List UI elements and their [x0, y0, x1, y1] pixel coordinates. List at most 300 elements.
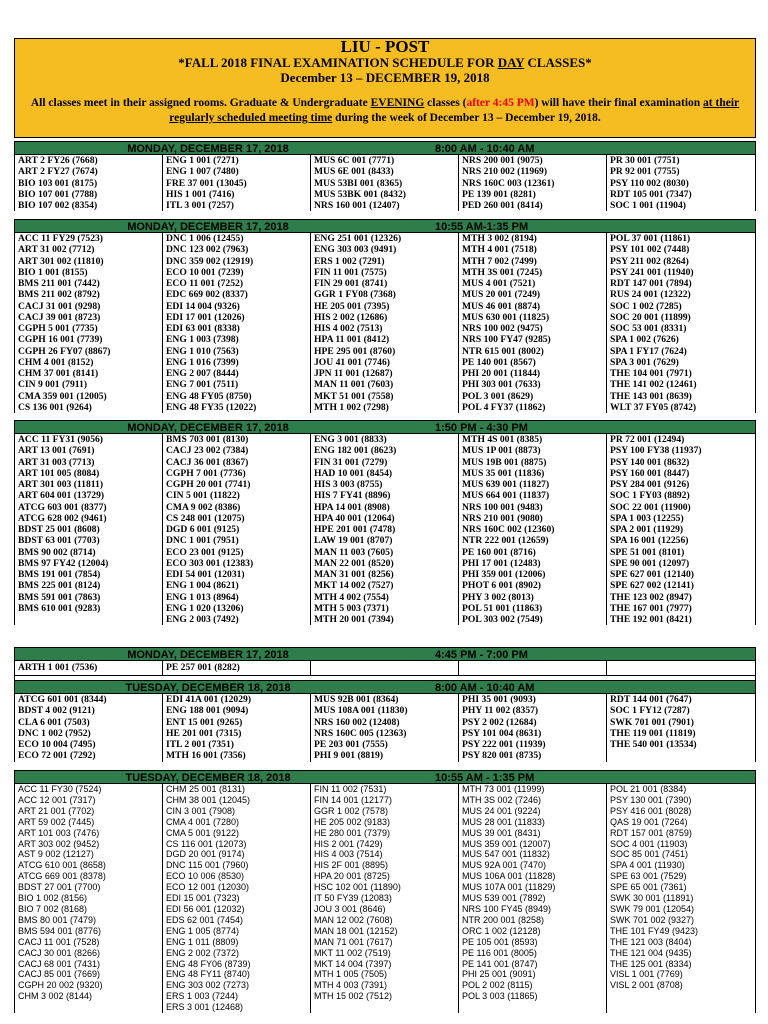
course-entry: MTH 4 001 (7518)	[462, 244, 537, 256]
course-entry: ENG 7 001 (7511)	[166, 379, 239, 391]
course-entry: MUS 92B 001 (8364)	[314, 694, 399, 705]
course-entry: ENG 2 007 (8444)	[166, 368, 239, 379]
course-entry: NRS 100 FY45 (8949)	[462, 903, 552, 914]
course-column	[15, 233, 163, 413]
course-entry: HIS 1 001 (7416)	[166, 188, 235, 200]
course-entry: CGPH 20 001 (7741)	[166, 479, 251, 490]
course-column	[163, 155, 311, 211]
exam-section	[14, 420, 756, 625]
course-entry: DNC 115 001 (7960)	[166, 860, 249, 871]
section-heading	[15, 647, 755, 661]
course-entry: PSY 140 001 (8632)	[610, 456, 690, 468]
course-entry: MUS 639 001 (11827)	[462, 479, 550, 490]
course-entry: HIS 4 002 (7513)	[314, 323, 383, 334]
course-entry: SOC 22 001 (11900)	[610, 501, 691, 513]
course-entry: ENG 48 FY35 (12022)	[166, 401, 257, 413]
course-entry: PSY 284 001 (9126)	[610, 479, 690, 490]
course-entry: ART 31 002 (7712)	[18, 244, 95, 256]
course-entry: MUS 35 001 (11836)	[462, 467, 545, 479]
course-entry: MTH 3S 002 (7246)	[462, 794, 542, 805]
course-entry: HE 280 001 (7379)	[314, 827, 391, 838]
course-entry: MUS 547 001 (11832)	[462, 849, 550, 860]
course-column	[15, 661, 163, 676]
course-entry: MUS 92A 001 (7470)	[462, 860, 547, 871]
course-entry: ACC 11 FY30 (7524)	[18, 784, 102, 794]
course-entry: SPA 2 001 (11929)	[610, 524, 684, 535]
section-heading	[15, 420, 755, 434]
course-entry: EDI 15 001 (7323)	[166, 893, 240, 904]
course-entry: PHI 20 001 (11844)	[462, 368, 541, 379]
course-entry: CIN 3 001 (7908)	[166, 805, 236, 816]
course-entry: POL 4 FY37 (11862)	[462, 401, 546, 413]
course-entry: SWK 30 001 (11891)	[610, 893, 694, 904]
course-entry: DGD 20 001 (9174)	[166, 849, 245, 860]
course-entry: ATCG 628 002 (9461)	[18, 512, 107, 524]
course-entry: ART 13 001 (7691)	[18, 445, 95, 457]
course-entry: SPA 16 001 (12256)	[610, 535, 689, 547]
course-entry: MAN 31 001 (8256)	[314, 569, 394, 580]
course-entry: ENG 1 020 (13206)	[166, 602, 244, 614]
section-day: TUESDAY, DECEMBER 18, 2018	[125, 682, 291, 694]
course-entry: MTH 16 001 (7356)	[166, 750, 246, 762]
course-entry: BMS 591 001 (7863)	[18, 591, 101, 603]
course-entry: PSY 2 002 (12684)	[462, 716, 537, 728]
course-entry: DNC 1 006 (12455)	[166, 233, 244, 244]
course-entry: CACJ 36 001 (8367)	[166, 456, 249, 468]
section-heading	[15, 141, 755, 155]
course-column	[163, 233, 311, 413]
course-entry: HPA 11 001 (8412)	[314, 334, 390, 346]
course-entry: JOU 3 001 (8646)	[314, 903, 386, 914]
course-entry: ECO 10 001 (7239)	[166, 266, 244, 278]
header-box	[14, 38, 756, 138]
course-entry: MAN 18 001 (12152)	[314, 925, 398, 936]
course-entry: MUS 664 001 (11837)	[462, 490, 550, 502]
course-entry: PSY 101 002 (7448)	[610, 244, 690, 256]
course-entry: THE 121 004 (9435)	[610, 947, 692, 958]
course-entry: PHY 11 002 (8357)	[462, 705, 539, 717]
course-entry: MUS 53BI 001 (8365)	[314, 177, 403, 189]
course-entry: CGPH 26 FY07 (8867)	[18, 345, 111, 357]
course-entry: NRS 100 FY47 (9285)	[462, 334, 551, 346]
course-entry: THE 101 FY49 (9423)	[610, 925, 699, 936]
page-title: LIU - POST	[340, 37, 430, 56]
course-entry: JPN 11 001 (12687)	[314, 368, 393, 379]
course-entry: BMS 211 001 (7442)	[18, 278, 100, 289]
course-entry: HIS 7 FY41 (8896)	[314, 490, 391, 502]
section-day: MONDAY, DECEMBER 17, 2018	[127, 221, 289, 233]
course-entry: MTH 1 005 (7505)	[314, 969, 388, 980]
course-entry: AST 9 002 (12127)	[18, 849, 94, 860]
exam-section	[14, 680, 756, 762]
course-entry: HIS 4 003 (7514)	[314, 849, 383, 860]
course-entry: ART 301 003 (11811)	[18, 479, 104, 490]
course-entry: FRE 37 001 (13045)	[166, 177, 247, 189]
course-entry: MUS 108A 001 (11830)	[314, 705, 408, 717]
course-entry: PSY 110 002 (8030)	[610, 177, 689, 189]
course-entry: PE 257 001 (8282)	[166, 662, 240, 673]
course-entry: BIO 107 001 (7788)	[18, 188, 98, 200]
course-entry: MUS 106A 001 (11828)	[462, 871, 556, 882]
course-entry: HPA 20 001 (8725)	[314, 871, 390, 882]
course-entry: PE 160 001 (8716)	[462, 546, 536, 558]
note-part-1: All classes meet in their assigned rooms. Graduate & Undergraduate	[30, 97, 371, 109]
course-entry: HE 205 001 (7395)	[314, 300, 390, 312]
course-entry: HE 201 001 (7315)	[166, 727, 242, 739]
course-entry: BMS 211 002 (8792)	[18, 289, 100, 301]
course-entry: ACC 11 FY29 (7523)	[18, 233, 104, 244]
course-entry: MUS 28 001 (11833)	[462, 816, 545, 827]
course-entry: MAN 11 001 (7603)	[314, 379, 394, 391]
course-entry: ENG 3 001 (8833)	[314, 434, 387, 445]
course-entry: HIS 2 002 (12686)	[314, 311, 388, 323]
date-range: December 13 – DECEMBER 19, 2018	[280, 70, 490, 85]
course-entry: NRS 210 001 (9080)	[462, 512, 543, 524]
course-entry: DGD 6 001 (9125)	[166, 524, 240, 535]
course-entry: ENG 1 011 (8809)	[166, 936, 239, 947]
course-entry: FIN 11 001 (7575)	[314, 266, 387, 278]
exam-section	[14, 770, 756, 1013]
course-entry: HPE 295 001 (8760)	[314, 345, 396, 357]
course-entry: EDI 17 001 (12026)	[166, 311, 245, 323]
course-entry: PHI 35 001 (9093)	[462, 694, 536, 705]
course-entry: ITL 3 001 (7257)	[166, 200, 234, 211]
course-entry: MTH 4 003 (7391)	[314, 980, 388, 991]
course-entry: CACJ 11 001 (7528)	[18, 936, 100, 947]
course-entry: SOC 1 002 (7285)	[610, 300, 682, 312]
course-column	[459, 784, 607, 1013]
course-entry: ECO 10 004 (7495)	[18, 739, 96, 750]
course-entry: SPA 1 002 (7626)	[610, 334, 679, 346]
course-entry: PHI 25 001 (9091)	[462, 969, 536, 980]
course-entry: PE 139 001 (8281)	[462, 188, 536, 200]
course-entry: RDT 157 001 (8759)	[610, 827, 692, 838]
course-entry: RDT 105 001 (7347)	[610, 188, 692, 200]
subtitle-pre: *FALL 2018 FINAL EXAMINATION SCHEDULE FOR	[178, 55, 498, 70]
course-entry: VISL 1 001 (7769)	[610, 969, 683, 980]
course-entry: SPE 90 001 (12097)	[610, 557, 690, 569]
course-grid	[15, 233, 755, 413]
course-entry: QAS 19 001 (7264)	[610, 816, 688, 827]
course-entry: HIS 2 001 (7429)	[314, 838, 383, 849]
course-entry: ECO 72 001 (7292)	[18, 750, 96, 762]
course-entry: MUS 4 001 (7521)	[462, 278, 536, 289]
course-entry: ENG 1 003 (7398)	[166, 334, 239, 346]
course-entry: ART 59 002 (7445)	[18, 816, 95, 827]
course-entry: ECO 11 001 (7252)	[166, 278, 244, 289]
course-entry: GGR 1 002 (7578)	[314, 805, 389, 816]
note-meeting-time: at their regularly scheduled meeting time	[169, 97, 740, 124]
course-entry: CHM 3 002 (8144)	[18, 991, 93, 1002]
note-part-2: classes (	[424, 97, 467, 109]
course-entry: MTH 3S 001 (7245)	[462, 266, 543, 278]
course-entry: CHM 4 001 (8152)	[18, 356, 94, 368]
course-column	[15, 784, 163, 1013]
course-entry: NRS 160 002 (12408)	[314, 716, 400, 728]
course-entry: ART 301 002 (11810)	[18, 255, 104, 267]
course-entry: EDI 14 004 (9326)	[166, 300, 240, 312]
course-entry: MKT 51 001 (7558)	[314, 390, 394, 402]
page-subtitle	[15, 55, 755, 70]
course-entry: CS 116 001 (12073)	[166, 838, 247, 849]
course-entry: MUS 630 001 (11825)	[462, 311, 550, 323]
course-entry: ART 2 FY27 (7674)	[18, 166, 98, 178]
course-entry: ENG 2 002 (7372)	[166, 947, 240, 958]
course-entry: SWK 701 002 (9327)	[610, 914, 695, 925]
course-entry: MUS 24 001 (9224)	[462, 805, 541, 816]
course-column	[15, 694, 163, 762]
course-entry: MAN 12 002 (7608)	[314, 914, 393, 925]
course-entry: EDI 54 001 (12031)	[166, 569, 245, 580]
section-time: 10:55 AM-1:35 PM	[435, 221, 529, 233]
course-entry: ENG 48 FY05 (8750)	[166, 390, 252, 402]
course-entry: CACJ 85 001 (7669)	[18, 969, 101, 980]
course-entry: BMS 703 001 (8130)	[166, 434, 249, 445]
course-column	[607, 784, 755, 1013]
section-time: 8:00 AM - 10:40 AM	[435, 682, 535, 694]
course-entry: GGR 1 FY08 (7368)	[314, 289, 396, 301]
course-entry: ENG 303 003 (9491)	[314, 244, 397, 256]
course-entry: CGPH 5 001 (7735)	[18, 323, 98, 334]
course-entry: ENG 1 005 (8774)	[166, 925, 240, 936]
course-entry: THE 121 003 (8404)	[610, 936, 692, 947]
course-entry: ITL 2 001 (7351)	[166, 739, 234, 750]
course-entry: SPE 63 001 (7529)	[610, 871, 687, 882]
course-entry: SOC 53 001 (8331)	[610, 323, 687, 334]
course-column	[163, 694, 311, 762]
course-entry: ART 604 001 (13729)	[18, 490, 105, 502]
course-entry: MTH 20 001 (7394)	[314, 614, 394, 625]
course-entry: HPA 40 001 (12064)	[314, 512, 395, 524]
course-entry: MTH 73 001 (11999)	[462, 784, 545, 794]
course-entry: ENG 48 FY11 (8740)	[166, 969, 250, 980]
course-entry: CGPH 20 002 (9320)	[18, 980, 103, 991]
course-entry: BMS 225 001 (8124)	[18, 580, 101, 592]
course-entry: PSY 100 FY38 (11937)	[610, 445, 702, 457]
course-entry: PE 141 001 (8747)	[462, 958, 538, 969]
course-entry: DNC 359 002 (12919)	[166, 255, 254, 267]
evening-note	[15, 96, 755, 126]
course-entry: SOC 1 001 (11904)	[610, 200, 686, 211]
course-entry: CHM 38 001 (12045)	[166, 794, 251, 805]
course-column	[459, 661, 607, 676]
course-entry: ENG 1 016 (7399)	[166, 356, 239, 368]
course-entry: PSY 101 004 (8631)	[462, 727, 542, 739]
course-entry: EDC 669 002 (8337)	[166, 289, 248, 301]
course-entry: SPA 1 FY17 (7624)	[610, 345, 687, 357]
course-entry: JOU 41 001 (7746)	[314, 356, 390, 368]
course-entry: BMS 80 001 (7479)	[18, 914, 97, 925]
course-entry: PHI 17 001 (12483)	[462, 557, 541, 569]
course-entry: CMA 359 001 (12005)	[18, 390, 107, 402]
course-entry: MKT 14 002 (7527)	[314, 580, 394, 592]
note-evening: EVENING	[370, 97, 425, 109]
course-column	[311, 784, 459, 1013]
course-entry: IT 50 FY39 (12083)	[314, 893, 392, 904]
course-entry: NTR 222 001 (12659)	[462, 535, 549, 547]
course-entry: HPA 14 001 (8908)	[314, 501, 390, 513]
course-entry: MKT 14 004 (7397)	[314, 958, 392, 969]
section-time: 10:55 AM - 1:35 PM	[435, 772, 535, 784]
course-entry: THE 123 002 (8947)	[610, 591, 692, 603]
schedule-page	[14, 0, 756, 1024]
course-entry: PE 203 001 (7555)	[314, 739, 388, 750]
course-entry: CACJ 30 001 (8266)	[18, 947, 101, 958]
exam-section	[14, 647, 756, 682]
course-entry: ATCG 603 001 (8377)	[18, 501, 107, 513]
course-entry: SPE 627 002 (12141)	[610, 580, 694, 592]
course-entry: SWK 701 001 (7901)	[610, 716, 694, 728]
course-grid	[15, 434, 755, 625]
course-entry: THE 143 001 (8639)	[610, 390, 692, 402]
course-entry: PSY 820 001 (8735)	[462, 750, 542, 762]
exam-section	[14, 141, 756, 211]
course-entry: PR 72 001 (12494)	[610, 434, 685, 445]
course-entry: FIN 29 001 (8741)	[314, 278, 388, 289]
course-entry: MTH 4S 001 (8385)	[462, 434, 543, 445]
course-entry: POL 3 003 (11865)	[462, 991, 538, 1002]
course-entry: MTH 1 002 (7298)	[314, 401, 389, 413]
course-column	[607, 661, 755, 676]
course-entry: MUS 6E 001 (8433)	[314, 166, 394, 178]
section-time: 1:50 PM - 4:30 PM	[435, 422, 528, 434]
course-entry: ENG 1 004 (8621)	[166, 580, 239, 592]
course-entry: PSY 241 001 (11940)	[610, 266, 694, 278]
course-entry: ORC 1 002 (12128)	[462, 925, 541, 936]
course-entry: NRS 210 002 (11969)	[462, 166, 548, 178]
course-entry: POL 3 001 (8629)	[462, 390, 534, 402]
course-entry: PSY 160 001 (8447)	[610, 467, 690, 479]
course-entry: BIO 107 002 (8354)	[18, 200, 98, 211]
course-entry: CMA 4 001 (7280)	[166, 816, 240, 827]
course-entry: ENT 15 001 (9265)	[166, 716, 243, 728]
course-entry: MUS 39 001 (8431)	[462, 827, 541, 838]
course-entry: MTH 3 002 (8194)	[462, 233, 537, 244]
course-entry: CHM 25 001 (8131)	[166, 784, 246, 794]
course-entry: SPA 1 003 (12255)	[610, 512, 684, 524]
course-column	[311, 233, 459, 413]
course-entry: HIS 2F 001 (8895)	[314, 860, 389, 871]
course-entry: MAN 71 001 (7617)	[314, 936, 393, 947]
course-entry: SOC 1 FY03 (8892)	[610, 490, 690, 502]
course-entry: ERS 1 002 (7291)	[314, 255, 385, 267]
course-entry: SOC 20 001 (11899)	[610, 311, 691, 323]
section-day: TUESDAY, DECEMBER 18, 2018	[125, 772, 291, 784]
course-entry: ENG 1 010 (7563)	[166, 345, 239, 357]
course-entry: CACJ 23 002 (7384)	[166, 445, 249, 457]
course-entry: BIO 1 002 (8156)	[18, 893, 88, 904]
course-entry: BDST 27 001 (7700)	[18, 882, 101, 893]
section-heading	[15, 680, 755, 694]
course-entry: MUS 1P 001 (8873)	[462, 445, 541, 457]
course-entry: MKT 11 002 (7519)	[314, 947, 391, 958]
course-entry: CIN 5 001 (11822)	[166, 490, 240, 502]
course-entry: ART 31 003 (7713)	[18, 456, 95, 468]
course-entry: POL 51 001 (11863)	[462, 602, 543, 614]
course-entry: BMS 594 001 (8776)	[18, 925, 102, 936]
course-column	[459, 434, 607, 625]
course-entry: MUS 107A 001 (11829)	[462, 882, 556, 893]
course-entry: POL 21 001 (8384)	[610, 784, 687, 794]
course-entry: CS 248 001 (12075)	[166, 512, 245, 524]
course-entry: CGPH 16 001 (7739)	[18, 334, 103, 346]
course-entry: THE 104 001 (7971)	[610, 368, 692, 379]
course-entry: EDI 63 001 (8338)	[166, 323, 240, 334]
course-entry: MUS 53BK 001 (8432)	[314, 188, 406, 200]
course-entry: CACJ 68 001 (7431)	[18, 958, 101, 969]
course-entry: PE 105 001 (8593)	[462, 936, 538, 947]
course-entry: SOC 1 FY12 (7287)	[610, 705, 690, 717]
section-heading	[15, 770, 755, 784]
course-entry: DNC 1 001 (7951)	[166, 535, 239, 547]
course-entry: ERS 1 003 (7244)	[166, 991, 239, 1002]
course-entry: NRS 160C 002 (12360)	[462, 524, 555, 535]
course-column	[607, 434, 755, 625]
course-entry: EDI 41A 001 (12029)	[166, 694, 252, 705]
course-entry: PSY 416 001 (8028)	[610, 805, 692, 816]
course-entry: FIN 14 001 (12177)	[314, 794, 393, 805]
course-column	[459, 694, 607, 762]
course-entry: ENG 1 001 (7271)	[166, 155, 239, 166]
subtitle-post: CLASSES*	[524, 55, 592, 70]
course-entry: ARTH 1 001 (7536)	[18, 662, 98, 673]
course-entry: SPA 3 001 (7629)	[610, 356, 679, 368]
course-entry: ECO 10 006 (8530)	[166, 871, 245, 882]
course-entry: FIN 11 002 (7531)	[314, 784, 387, 794]
course-column	[607, 694, 755, 762]
course-entry: VISL 2 001 (8708)	[610, 980, 683, 991]
course-column	[163, 434, 311, 625]
course-entry: DNC 123 002 (7963)	[166, 244, 249, 256]
course-entry: MAN 11 003 (7605)	[314, 546, 394, 558]
course-entry: NRS 160 001 (12407)	[314, 200, 400, 211]
course-entry: ART 101 005 (8084)	[18, 467, 100, 479]
section-time: 8:00 AM - 10:40 AM	[435, 143, 535, 155]
course-entry: PE 116 001 (8005)	[462, 947, 537, 958]
course-entry: NRS 200 001 (9075)	[462, 155, 543, 166]
course-entry: ECO 23 001 (9125)	[166, 546, 244, 558]
course-entry: HPE 201 001 (7478)	[314, 524, 396, 535]
course-entry: ENG 251 001 (12326)	[314, 233, 402, 244]
course-entry: CMA 9 002 (8386)	[166, 501, 241, 513]
course-entry: NTR 615 001 (8002)	[462, 345, 544, 357]
course-entry: CACJ 39 001 (8723)	[18, 311, 101, 323]
course-column	[607, 155, 755, 211]
course-grid	[15, 661, 755, 676]
course-entry: ATCG 610 001 (8658)	[18, 860, 106, 871]
course-entry: POL 2 002 (8115)	[462, 980, 533, 991]
course-entry: ENG 1 013 (8964)	[166, 591, 239, 603]
course-entry: MTH 15 002 (7512)	[314, 991, 393, 1002]
course-entry: MUS 20 001 (7249)	[462, 289, 541, 301]
course-entry: SWK 79 001 (12054)	[610, 903, 695, 914]
course-grid	[15, 694, 755, 762]
course-entry: THE 192 001 (8421)	[610, 614, 692, 625]
course-entry: MTH 5 003 (7371)	[314, 602, 389, 614]
course-column	[311, 661, 459, 676]
course-entry: LAW 19 001 (8707)	[314, 535, 393, 547]
course-entry: NTR 200 001 (8258)	[462, 914, 545, 925]
course-entry: PSY 211 002 (8264)	[610, 255, 689, 267]
course-entry: HAD 10 001 (8454)	[314, 467, 393, 479]
exam-section	[14, 219, 756, 413]
course-entry: ECO 303 001 (12383)	[166, 557, 254, 569]
note-part-4: during the week of December 13 – December 19, 2018.	[332, 112, 601, 124]
course-entry: ENG 182 001 (8623)	[314, 445, 397, 457]
course-entry: SPE 65 001 (7361)	[610, 882, 687, 893]
course-entry: EDS 62 001 (7454)	[166, 914, 244, 925]
course-entry: BIO 1 001 (8155)	[18, 266, 88, 278]
